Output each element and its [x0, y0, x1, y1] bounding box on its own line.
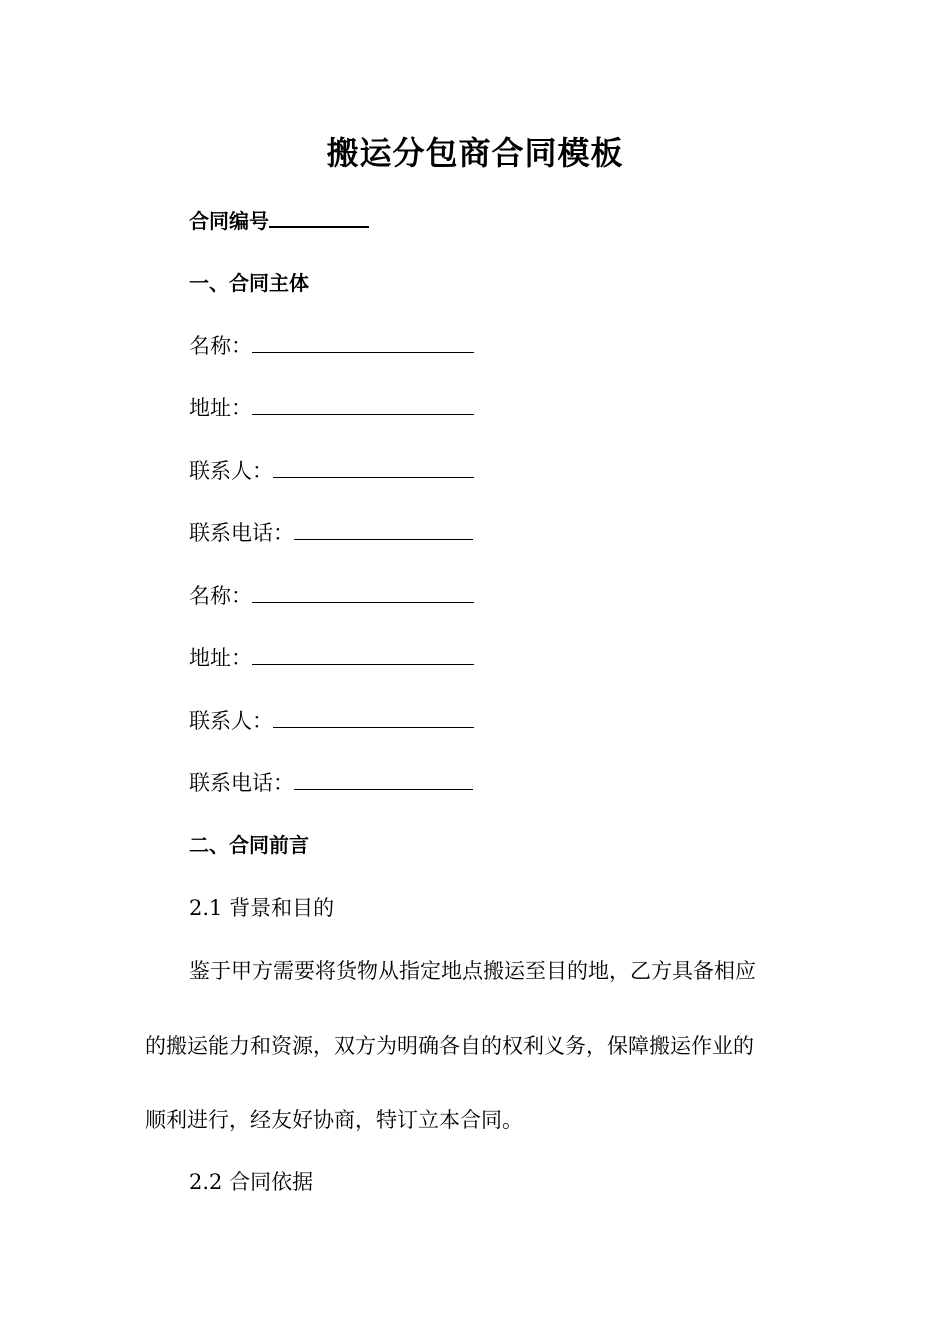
party-b-name-line [189, 581, 474, 611]
document-title: 搬运分包商合同模板 [326, 134, 624, 172]
party-b-phone-blank[interactable] [294, 769, 473, 790]
party-b-address-blank[interactable] [252, 644, 474, 665]
subsection-2-1-heading: 2.1 背景和目的 [189, 896, 335, 920]
party-a-phone-label: 联系电话： [189, 521, 294, 545]
party-a-name-label: 名称： [189, 334, 252, 358]
contract-number-label: 合同编号 [189, 209, 269, 233]
party-a-address-blank[interactable] [252, 394, 474, 415]
paragraph-2-1-line-2: 的搬运能力和资源，双方为明确各自的权利义务，保障搬运作业的 [145, 1034, 754, 1058]
party-b-name-blank[interactable] [252, 582, 474, 603]
party-b-address-line [189, 643, 474, 673]
party-b-contact-blank[interactable] [273, 707, 474, 728]
section-1-heading: 一、合同主体 [189, 271, 309, 295]
paragraph-2-1-line-3: 顺利进行，经友好协商，特订立本合同。 [145, 1108, 523, 1132]
party-a-phone-blank[interactable] [294, 519, 473, 540]
party-b-contact-label: 联系人： [189, 709, 273, 733]
section-2-heading: 二、合同前言 [189, 833, 309, 857]
paragraph-2-1-line-1: 鉴于甲方需要将货物从指定地点搬运至目的地，乙方具备相应 [189, 959, 756, 983]
party-b-phone-line [189, 768, 473, 798]
party-b-phone-label: 联系电话： [189, 771, 294, 795]
subsection-2-2-heading: 2.2 合同依据 [189, 1170, 314, 1194]
party-a-contact-label: 联系人： [189, 459, 273, 483]
party-a-contact-blank[interactable] [273, 457, 474, 478]
party-a-address-label: 地址： [189, 396, 252, 420]
party-b-address-label: 地址： [189, 646, 252, 670]
party-a-phone-line [189, 518, 473, 548]
party-a-name-line [189, 331, 474, 361]
party-b-name-label: 名称： [189, 584, 252, 608]
contract-number-line [189, 206, 369, 236]
party-a-address-line [189, 393, 474, 423]
party-b-contact-line [189, 706, 474, 736]
party-a-contact-line [189, 456, 474, 486]
contract-number-blank[interactable] [269, 206, 369, 228]
party-a-name-blank[interactable] [252, 332, 474, 353]
